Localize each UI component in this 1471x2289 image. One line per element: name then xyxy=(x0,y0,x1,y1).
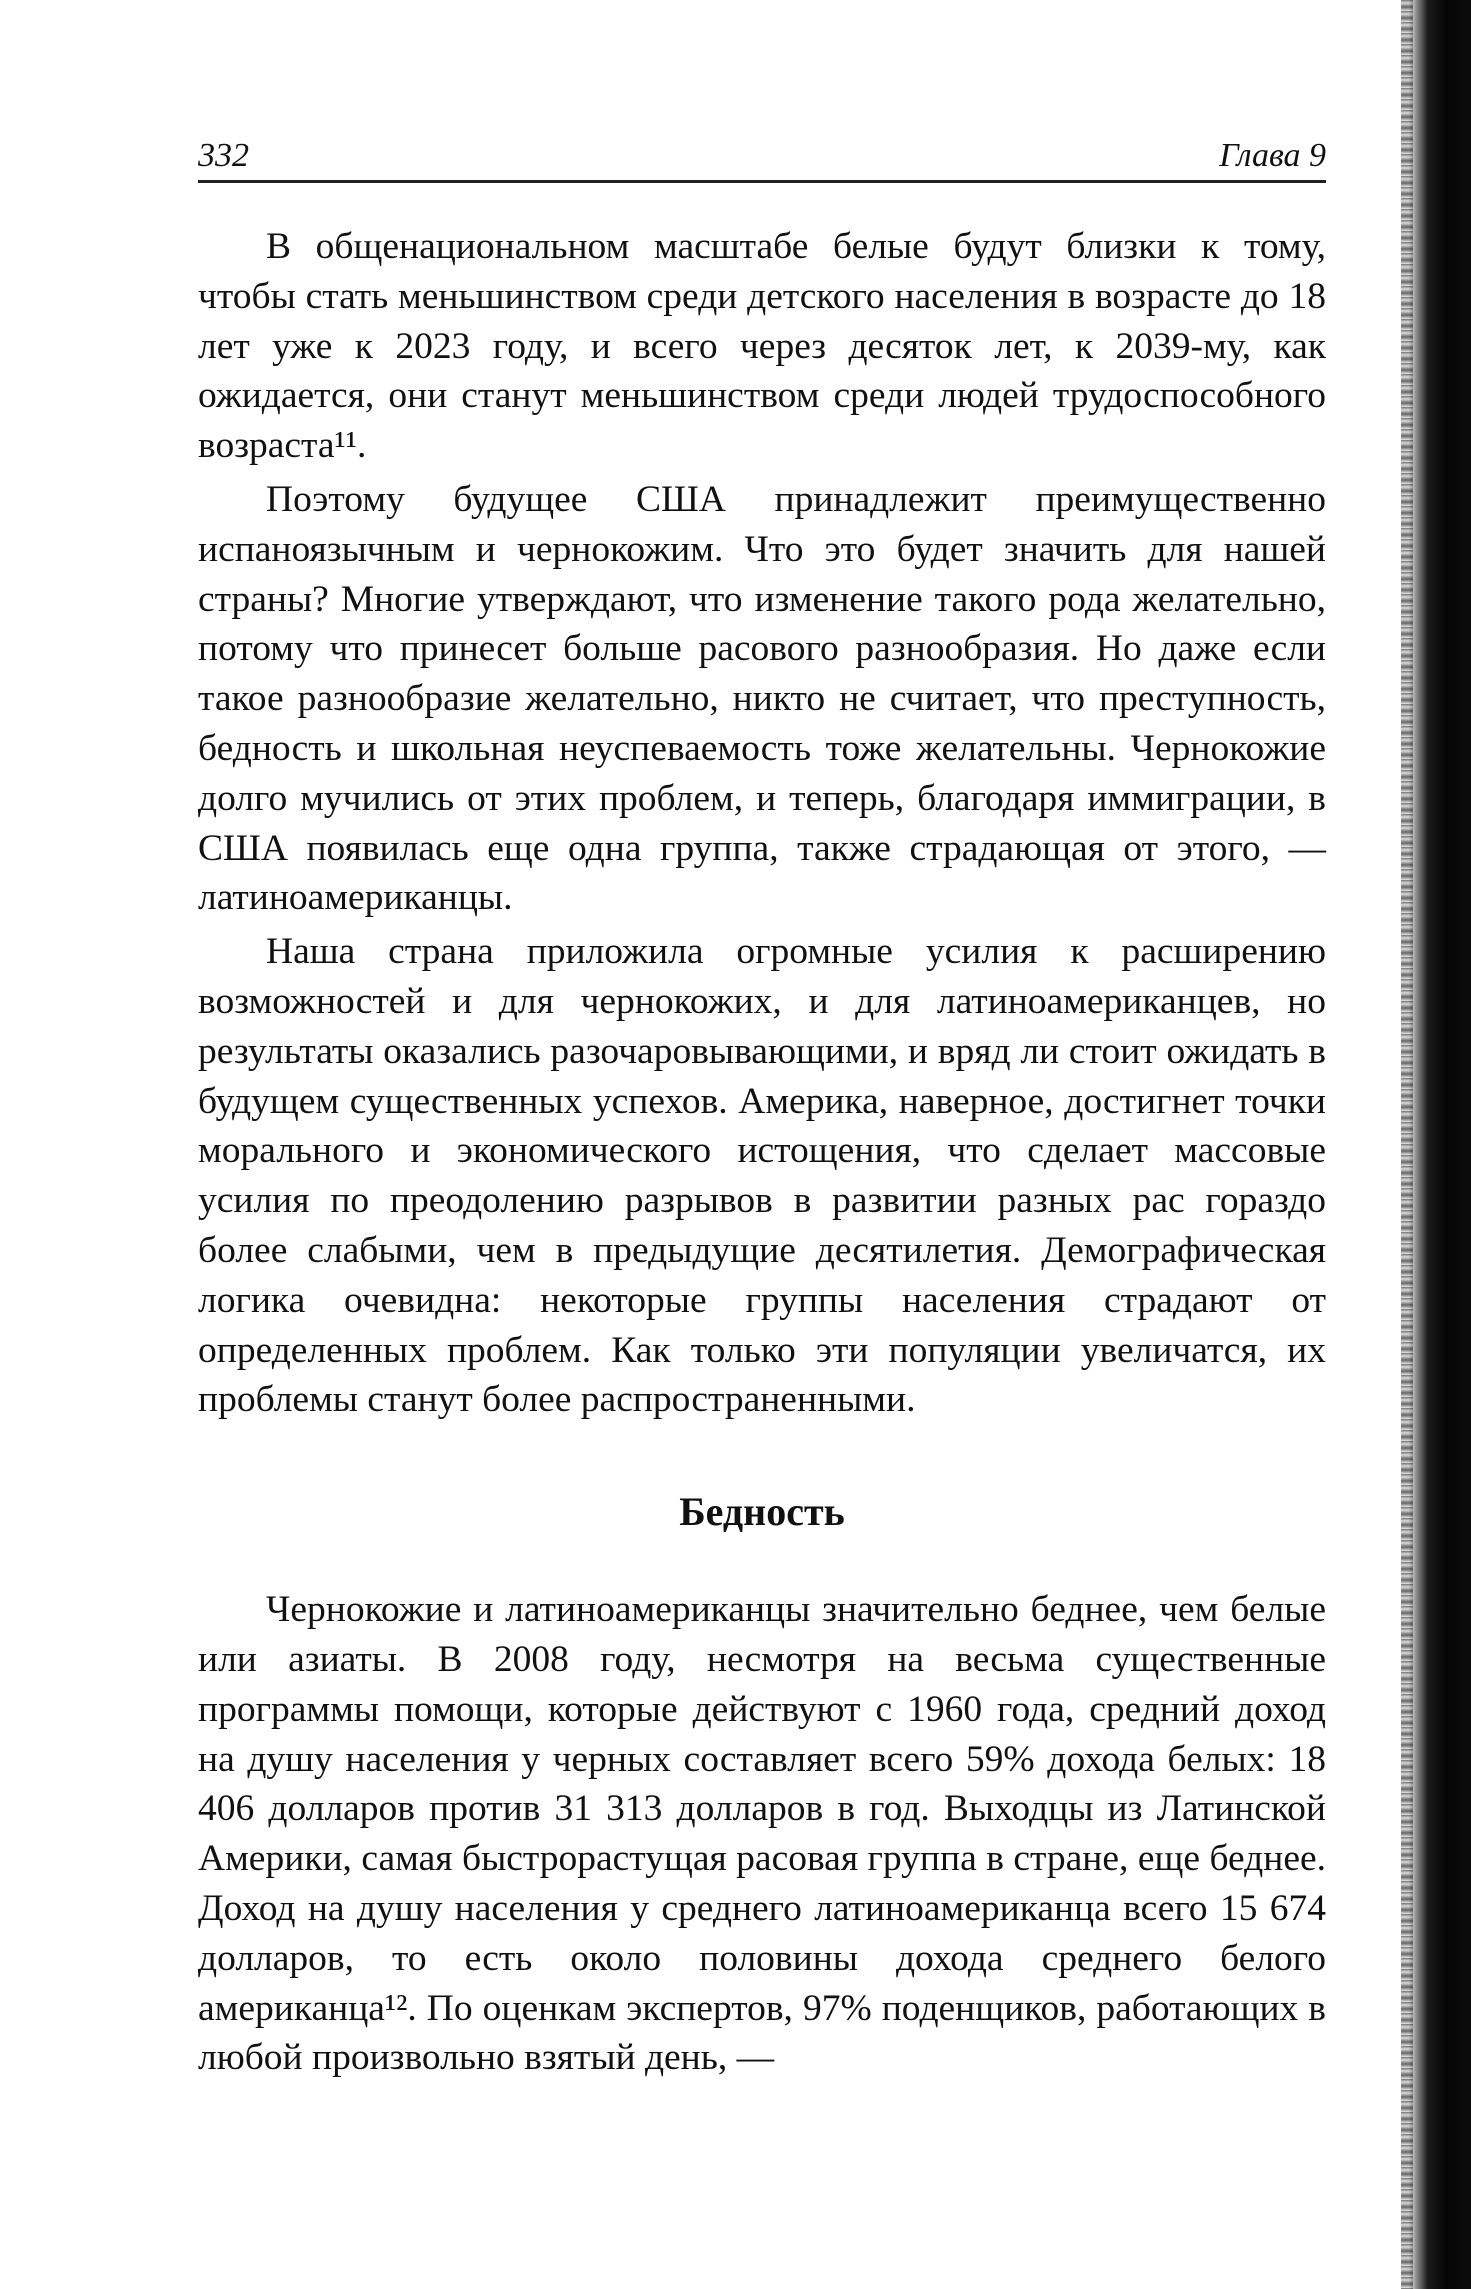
book-spine-fringe xyxy=(1401,0,1413,2289)
paragraph-future-usa: Поэтому будущее США принадлежит преимущественно испаноязычным и чернокожим. Что это будет значить для нашей страны? Многие утверждают, что изменение такого рода желательно, потому что принесет больше расового разнообразия. Но даже если такое разнообразие желательно, никто не считает, что преступность, бедность и школьная неуспеваемость тоже желательны. Чернокожие долго мучились от этих проблем, и теперь, благодаря иммиграции, в США появилась еще одна группа, также страдающая от этого, — латиноамериканцы. xyxy=(198,478,1326,919)
paragraph-minority-forecast: В общенациональном масштабе белые будут близки к тому, чтобы стать меньшинством среди детского населения в возрасте до 18 лет уже к 2023 году, и всего через десяток лет, к 2039-му, как ожидается, они станут меньшинством среди людей трудоспособного возраста¹¹. xyxy=(198,226,1326,467)
paragraph-poverty: Чернокожие и латиноамериканцы значительно беднее, чем белые или азиаты. В 2008 году, несмотря на весьма существенные программы помощи, которые действуют с 1960 года, средний доход на душу населения у черных составляет всего 59% дохода белых: 18 406 долларов против 31 313 долларов в год. Выходцы из Латинской Америки, самая быстрорастущая расовая группа в стране, еще беднее. Доход на душу населения у среднего латиноамериканца всего 15 674 долларов, то есть около половины дохода среднего белого американца¹². По оценкам экспертов, 97% поденщиков, работающих в любой произвольно взятый день, — xyxy=(198,1589,1326,2079)
paragraph-efforts: Наша страна приложила огромные усилия к расширению возможностей и для чернокожих, и для латиноамериканцев, но результаты оказались разочаровывающими, и вряд ли стоит ожидать в будущем существенных успехов. Америка, наверное, достигнет точки морального и экономического истощения, что сделает массовые усилия по преодолению разрывов в развитии разных рас гораздо более слабыми, чем в предыдущие десятилетия. Демографическая логика очевидна: некоторые группы населения страдают от определенных проблем. Как только эти популяции увеличатся, их проблемы станут более распространенными. xyxy=(198,931,1326,1421)
section-heading: Бедность xyxy=(679,1489,845,1535)
page-number: 332 xyxy=(198,137,249,174)
running-header xyxy=(198,132,1326,183)
book-spine-shadow xyxy=(1409,0,1471,2289)
chapter-label: Глава 9 xyxy=(1219,137,1326,174)
body-text xyxy=(198,222,1326,2083)
